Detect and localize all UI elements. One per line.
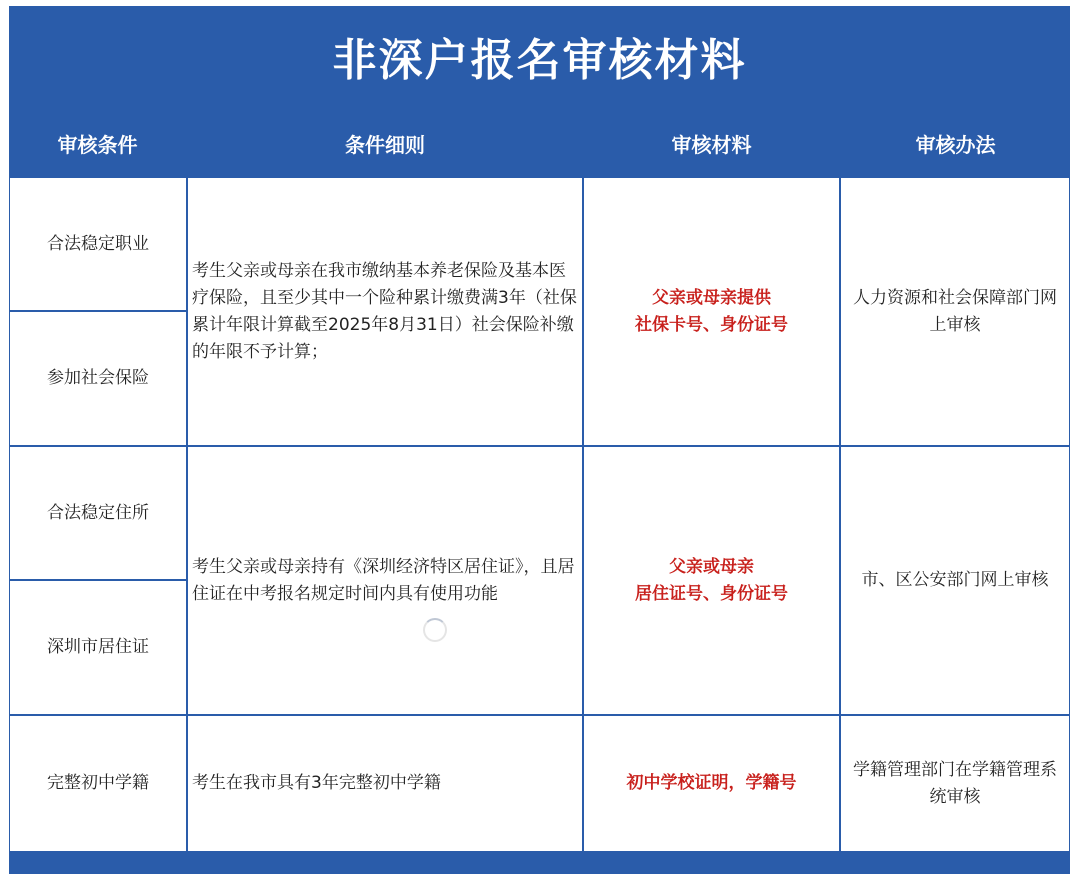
method-text: 学籍管理部门在学籍管理系统审核 bbox=[853, 759, 1057, 807]
materials-cell bbox=[584, 178, 839, 445]
loading-spinner-icon bbox=[423, 618, 447, 642]
material-line: 初中学校证明，学籍号 bbox=[626, 773, 797, 793]
material-line: 居住证号、身份证号 bbox=[635, 583, 788, 604]
header-materials: 审核材料 bbox=[584, 108, 839, 178]
condition-cell bbox=[10, 581, 186, 714]
bottom-bar bbox=[9, 851, 1070, 874]
method-cell bbox=[841, 447, 1069, 714]
condition-cell bbox=[10, 312, 186, 445]
method-text: 人力资源和社会保障部门网上审核 bbox=[853, 287, 1057, 335]
header-conditions: 审核条件 bbox=[9, 108, 186, 178]
condition-text: 完整初中学籍 bbox=[47, 773, 149, 793]
condition-text: 合法稳定住所 bbox=[47, 502, 149, 523]
detail-cell bbox=[188, 178, 582, 445]
condition-text: 合法稳定职业 bbox=[47, 233, 149, 254]
detail-text: 考生父亲或母亲在我市缴纳基本养老保险及基本医疗保险，且至少其中一个险种累计缴费满3年（社保累计年限计算截至2025年8月31日）社会保险补缴的年限不予计算； bbox=[192, 260, 577, 362]
condition-cell bbox=[10, 716, 186, 851]
method-cell bbox=[841, 716, 1069, 851]
detail-cell bbox=[188, 447, 582, 714]
method-cell bbox=[841, 178, 1069, 445]
header-details: 条件细则 bbox=[188, 108, 582, 178]
materials-cell bbox=[584, 716, 839, 851]
detail-cell bbox=[188, 716, 582, 851]
table-frame bbox=[9, 6, 1070, 874]
header-method: 审核办法 bbox=[841, 108, 1070, 178]
material-line: 父亲或母亲 bbox=[669, 556, 754, 577]
material-line: 父亲或母亲提供 bbox=[652, 287, 771, 308]
detail-text: 考生父亲或母亲持有《深圳经济特区居住证》，且居住证在中考报名规定时间内具有使用功能 bbox=[192, 556, 575, 604]
material-line: 社保卡号、身份证号 bbox=[635, 314, 788, 335]
condition-cell bbox=[10, 447, 186, 579]
method-text: 市、区公安部门网上审核 bbox=[861, 570, 1049, 590]
page-title: 非深户报名审核材料 bbox=[332, 35, 747, 86]
condition-cell bbox=[10, 178, 186, 310]
condition-text: 深圳市居住证 bbox=[47, 637, 149, 657]
detail-text: 考生在我市具有3年完整初中学籍 bbox=[192, 773, 441, 793]
materials-cell bbox=[584, 447, 839, 714]
condition-text: 参加社会保险 bbox=[47, 368, 149, 388]
